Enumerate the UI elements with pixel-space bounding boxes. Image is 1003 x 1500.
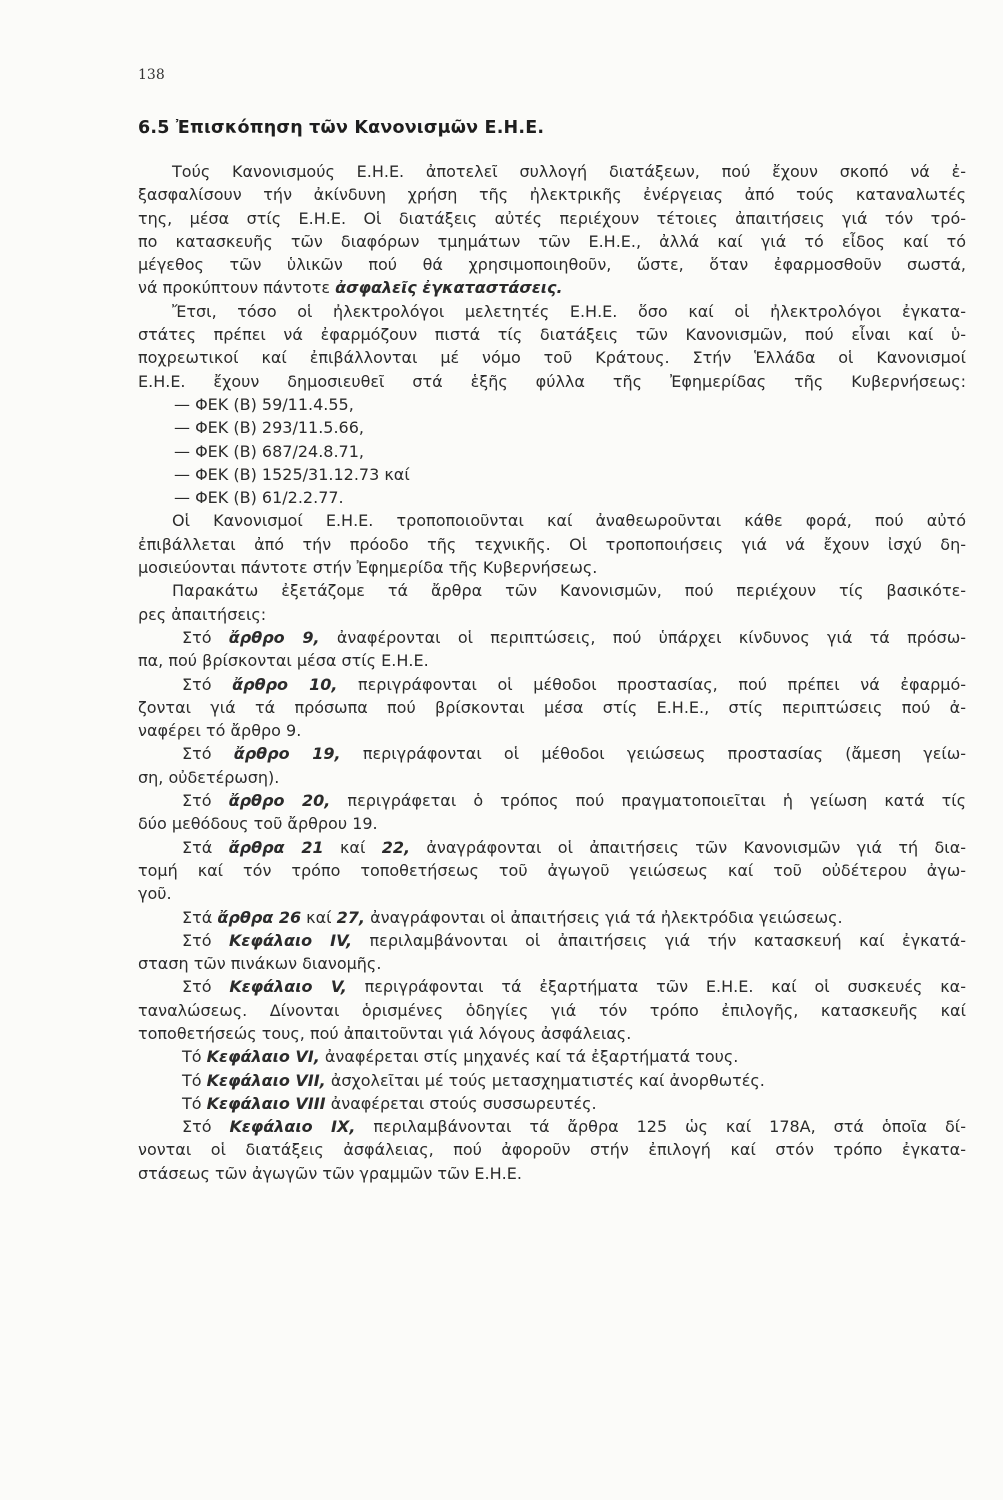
chapter-5-line — [138, 975, 966, 998]
text-line: ξασφαλίσουν τήν ἀκίνδυνη χρήση τῆς ἠλεκτρικῆς ἐνέργειας ἀπό τούς καταναλωτές — [138, 185, 966, 205]
text-line: Ἔτσι, τόσο οἱ ἠλεκτρολόγοι μελετητές Ε.Η.Ε. ὅσο καί οἱ ἠλεκτρολόγοι ἐγκατα- — [172, 301, 966, 321]
fek-list-item: — ΦΕΚ (Β) 59/11.4.55, — [174, 394, 354, 414]
text-line: της, μέσα στίς Ε.Η.Ε. Οἱ διατάξεις αὐτές περιέχουν τέτοιες ἀπαιτήσεις γιά τόν τρό- — [138, 208, 966, 228]
emphasis-text: Κεφάλαιο VII, — [206, 1070, 326, 1090]
text-fragment: ἀσχολεῖται μέ τούς μετασχηματιστές καί ἀνορθωτές. — [325, 1070, 765, 1090]
text-line: Παρακάτω ἐξετάζομε τά ἄρθρα τῶν Κανονισμῶν, πού περιέχουν τίς βασικότε- — [172, 581, 966, 601]
text-line: στάσεως τῶν ἀγωγῶν τῶν γραμμῶν τῶν Ε.Η.Ε. — [138, 1163, 522, 1183]
chapter-7-line — [138, 1069, 966, 1092]
text-line: ταναλώσεως. Δίνονται ὁρισμένες ὁδηγίες γιά τόν τρόπο ἐπιλογῆς, κατασκευῆς καί — [138, 1000, 966, 1020]
text-line: δύο μεθόδους τοῦ ἄρθρου 19. — [138, 814, 378, 834]
text-line: ση, οὐδετέρωση). — [138, 767, 280, 787]
text-line: ζονται γιά τά πρόσωπα πού βρίσκονται μέσα στίς Ε.Η.Ε., στίς περιπτώσεις πού ἀ- — [138, 697, 966, 717]
text-fragment: καί — [323, 837, 382, 857]
text-line: νονται οἱ διατάξεις ἀσφάλειας, πού ἀφοροῦν στήν ἐπιλογή καί στόν τρόπο ἐγκατα- — [138, 1140, 966, 1160]
text-line: πα, πού βρίσκονται μέσα στίς Ε.Η.Ε. — [138, 651, 429, 671]
text-fragment: Στά — [182, 837, 229, 857]
section-title: 6.5 Ἐπισκόπηση τῶν Κανονισμῶν Ε.Η.Ε. — [138, 118, 545, 138]
emphasis-text: Κεφάλαιο V, — [229, 977, 347, 997]
emphasis-text: 22, — [381, 837, 411, 857]
emphasis-text: 27, — [336, 907, 365, 927]
article-26-line — [138, 906, 966, 929]
text-fragment: Στό — [182, 791, 229, 811]
emphasis-text: ἄρθρο 19, — [233, 744, 341, 764]
text-line: ρες ἀπαιτήσεις: — [138, 604, 267, 624]
text-line: ποχρεωτικοί καί ἐπιβάλλονται μέ νόμο τοῦ Κράτους. Στήν Ἑλλάδα οἱ Κανονισμοί — [138, 348, 966, 368]
text-fragment: Στό — [182, 744, 234, 764]
text-fragment: Στό — [182, 674, 233, 694]
chapter-9-line — [138, 1115, 966, 1138]
text-fragment: περιγράφονται τά ἐξαρτήματα τῶν Ε.Η.Ε. καί οἱ συσκευές κα- — [346, 977, 966, 997]
article-20-line — [138, 789, 966, 812]
chapter-4-line — [138, 929, 966, 952]
body-text — [138, 160, 966, 1185]
text-fragment: ἀναφέρονται οἱ περιπτώσεις, πού ὑπάρχει κίνδυνος γιά τά πρόσω- — [319, 627, 966, 647]
text-line: σταση τῶν πινάκων διανομῆς. — [138, 954, 382, 974]
text-fragment: ἀναγράφονται οἱ ἀπαιτήσεις γιά τά ἠλεκτρόδια γειώσεως. — [365, 907, 843, 927]
article-10-line — [138, 673, 966, 696]
emphasis-text: ἀσφαλεῖς ἐγκαταστάσεις. — [335, 278, 563, 298]
emphasis-text: ἄρθρο 20, — [228, 791, 331, 811]
text-line: Οἱ Κανονισμοί Ε.Η.Ε. τροποποιοῦνται καί ἀναθεωροῦνται κάθε φορά, πού αὐτό — [172, 511, 966, 531]
emphasis-text: ἄρθρα 26 — [217, 907, 302, 927]
text-fragment: Στό — [182, 977, 230, 997]
fek-list-item: — ΦΕΚ (Β) 687/24.8.71, — [174, 441, 364, 461]
emphasis-text: Κεφάλαιο VI, — [206, 1047, 320, 1067]
emphasis-text: ἄρθρο 9, — [228, 627, 320, 647]
text-fragment: Στό — [182, 1117, 230, 1137]
text-line — [138, 276, 966, 299]
text-line: τομή καί τόν τρόπο τοποθετήσεως τοῦ ἀγωγοῦ γειώσεως καί τοῦ οὐδέτερου ἀγω- — [138, 860, 966, 880]
text-line: τοποθετήσεώς τους, πού ἀπαιτοῦνται γιά λόγους ἀσφάλειας. — [138, 1023, 632, 1043]
fek-list-item: — ΦΕΚ (Β) 293/11.5.66, — [174, 418, 364, 438]
article-9-line — [138, 626, 966, 649]
text-fragment: Στό — [182, 627, 229, 647]
text-line: μέγεθος τῶν ὑλικῶν πού θά χρησιμοποιηθοῦν, ὥστε, ὅταν ἐφαρμοσθοῦν σωστά, — [138, 255, 966, 275]
text-line: πο κατασκευῆς τῶν διαφόρων τμημάτων τῶν Ε.Η.Ε., ἀλλά καί γιά τό εἶδος καί τό — [138, 231, 966, 251]
text-fragment: Στά — [182, 907, 218, 927]
text-fragment: Τό — [182, 1070, 207, 1090]
article-21-line — [138, 836, 966, 859]
text-fragment: ἀναφέρεται στίς μηχανές καί τά ἐξαρτήματά τους. — [319, 1047, 739, 1067]
text-fragment: περιγράφεται ὁ τρόπος πού πραγματοποιεῖται ἡ γείωση κατά τίς — [330, 791, 967, 811]
text-fragment: ἀναφέρεται στούς συσσωρευτές. — [325, 1093, 597, 1113]
text-fragment: καί — [301, 907, 337, 927]
text-line: μοσιεύονται πάντοτε στήν Ἐφημερίδα τῆς Κυβερνήσεως. — [138, 558, 598, 578]
emphasis-text: Κεφάλαιο VIII — [206, 1093, 326, 1113]
emphasis-text: Κεφάλαιο IV, — [229, 930, 353, 950]
text-line: Ε.Η.Ε. ἔχουν δημοσιευθεῖ στά ἑξῆς φύλλα τῆς Ἐφημερίδας τῆς Κυβερνήσεως: — [138, 371, 966, 391]
fek-list-item: — ΦΕΚ (Β) 1525/31.12.73 καί — [174, 464, 410, 484]
fek-list-item: — ΦΕΚ (Β) 61/2.2.77. — [174, 488, 344, 508]
text-fragment: Τό — [182, 1047, 207, 1067]
text-line: ἐπιβάλλεται ἀπό τήν πρόοδο τῆς τεχνικῆς. Οἱ τροποποιήσεις γιά νά ἔχουν ἰσχύ δη- — [138, 534, 966, 554]
text-fragment: περιλαμβάνονται οἱ ἀπαιτήσεις γιά τήν κατασκευή καί ἐγκατά- — [352, 930, 966, 950]
chapter-8-line — [138, 1092, 966, 1115]
text-fragment: Στό — [182, 930, 230, 950]
text-line: γοῦ. — [138, 884, 172, 904]
text-line: στάτες πρέπει νά ἐφαρμόζουν πιστά τίς διατάξεις τῶν Κανονισμῶν, πού εἶναι καί ὑ- — [138, 325, 966, 345]
text-fragment: περιγράφονται οἱ μέθοδοι προστασίας, πού πρέπει νά ἐφαρμό- — [337, 674, 967, 694]
text-fragment: Τό — [182, 1093, 207, 1113]
text-fragment: ἀναγράφονται οἱ ἀπαιτήσεις τῶν Κανονισμῶν γιά τή δια- — [410, 837, 967, 857]
text-line: Τούς Κανονισμούς Ε.Η.Ε. ἀποτελεῖ συλλογή διατάξεων, πού ἔχουν σκοπό νά ἐ- — [172, 162, 966, 181]
chapter-6-line — [138, 1045, 966, 1068]
emphasis-text: Κεφάλαιο IX, — [229, 1117, 356, 1137]
text-fragment: περιγράφονται οἱ μέθοδοι γειώσεως προστασίας (ἄμεση γείω- — [340, 744, 966, 764]
emphasis-text: ἄρθρο 10, — [232, 674, 338, 694]
text-fragment: νά προκύπτουν πάντοτε — [138, 278, 336, 298]
page-number: 138 — [138, 67, 165, 83]
text-line: ναφέρει τό ἄρθρο 9. — [138, 721, 302, 741]
text-fragment: περιλαμβάνονται τά ἄρθρα 125 ὡς καί 178Α, στά ὁποῖα δί- — [355, 1117, 966, 1137]
emphasis-text: ἄρθρα 21 — [228, 837, 324, 857]
article-19-line — [138, 742, 966, 765]
